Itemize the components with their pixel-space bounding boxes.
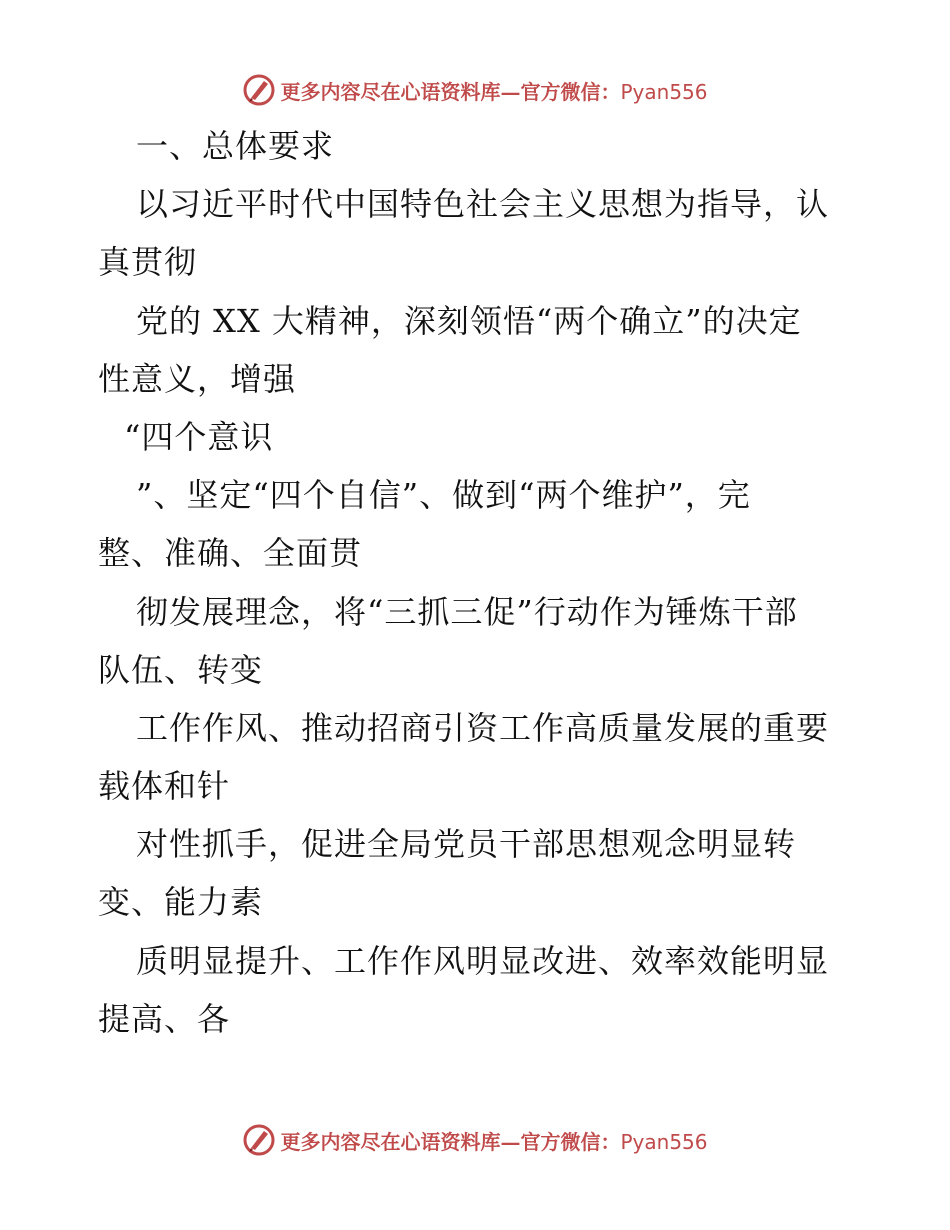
paragraph-line: 整、准确、全面贯 — [98, 534, 363, 573]
paragraph-line: 提高、各 — [98, 999, 231, 1038]
banner-slogan: 更多内容尽在心语资料库—官方微信： — [280, 1129, 621, 1154]
banner-slogan: 更多内容尽在心语资料库—官方微信： — [280, 79, 621, 104]
paragraph-line: “四个意识 — [124, 417, 274, 456]
banner-wechat-id: Pyan556 — [620, 1129, 708, 1154]
paragraph-line: 变、能力素 — [98, 883, 264, 922]
quill-pen-circle-icon — [242, 1123, 276, 1157]
paragraph-line: 质明显提升、工作作风明显改进、效率效能明显 — [136, 941, 830, 980]
paragraph-line: 党的 XX 大精神，深刻领悟“两个确立”的决定 — [136, 301, 802, 340]
paragraph-line: 工作作风、推动招商引资工作高质量发展的重要 — [136, 708, 830, 747]
paragraph-line: 队伍、转变 — [98, 650, 264, 689]
paragraph-line: 载体和针 — [98, 767, 231, 806]
quill-pen-circle-icon — [242, 73, 276, 107]
banner-text — [280, 1126, 707, 1155]
paragraph-line: 性意义，增强 — [98, 359, 297, 398]
section-heading: 一、总体要求 — [136, 127, 335, 165]
paragraph-line: ”、坚定“四个自信”、做到“两个维护”，完 — [136, 476, 751, 515]
paragraph-line: 彻发展理念，将“三抓三促”行动作为锤炼干部 — [136, 592, 798, 631]
banner-wechat-id: Pyan556 — [620, 79, 708, 104]
header-banner — [0, 70, 950, 110]
paragraph-line: 以习近平时代中国特色社会主义思想为指导，认 — [136, 185, 830, 224]
paragraph-line: 真贯彻 — [98, 243, 198, 282]
banner-text — [280, 76, 707, 105]
paragraph-line: 对性抓手，促进全局党员干部思想观念明显转 — [136, 825, 797, 864]
footer-banner — [0, 1120, 950, 1160]
document-body — [98, 117, 858, 1048]
